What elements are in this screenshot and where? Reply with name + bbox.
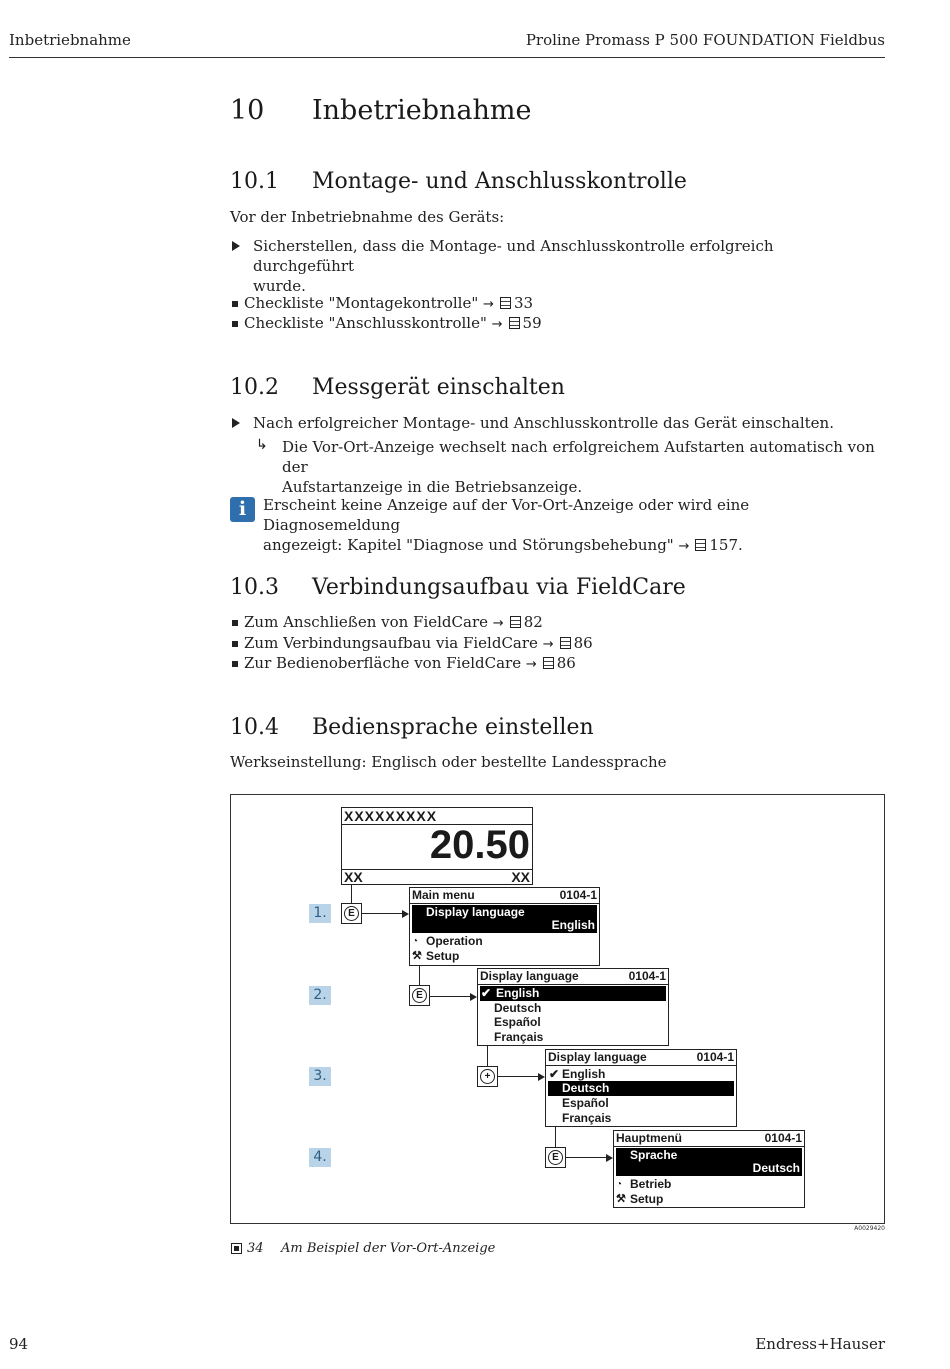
info-note: Erscheint keine Anzeige auf der Vor-Ort-Anzeige oder wird eine Diagnosemeldung angezeigt: Kapitel "Diagnose und Störungsbehebung" → 157.	[263, 496, 750, 554]
connector-line	[487, 1046, 488, 1066]
check-icon: ✔	[481, 986, 492, 1000]
fieldcare-link-1[interactable]: Zum Anschließen von FieldCare → 82	[244, 613, 543, 631]
language-option-english: ✔ English	[480, 986, 666, 1001]
arrow-icon	[538, 1073, 545, 1081]
section-10-1-title: 10.1 Montage- und Anschlusskontrolle	[230, 169, 687, 194]
wrench-icon: ⚒	[412, 950, 422, 962]
info-icon: i	[230, 497, 255, 522]
display-value: 20.50	[429, 823, 530, 867]
display-unit-left: XX	[344, 869, 363, 885]
connector-line	[430, 996, 470, 997]
language-option-espanol: Español	[562, 1096, 609, 1110]
step-4-label: 4.	[309, 1148, 331, 1167]
page-ref-icon	[695, 539, 706, 551]
chapter-title: 10 Inbetriebnahme	[230, 95, 532, 126]
section-10-2-result: Die Vor-Ort-Anzeige wechselt nach erfolgreichem Aufstarten automatisch von der Aufstartanzeige in die Betriebsanzeige.	[282, 438, 875, 496]
checklist-link-1[interactable]: Checkliste "Montagekontrolle" → 33	[244, 294, 534, 312]
running-header-right: Proline Promass P 500 FOUNDATION Fieldbus	[525, 31, 885, 49]
menu-selected-item: Sprache Deutsch	[616, 1148, 802, 1176]
bullet-icon	[232, 620, 238, 626]
figure-icon	[231, 1243, 242, 1254]
connector-line	[498, 1076, 538, 1077]
display-unit-right: XX	[511, 869, 530, 885]
hauptmenu-display: Hauptmenü 0104-1 Sprache Deutsch ◔ Betrieb ⚒ Setup	[613, 1130, 805, 1208]
menu-item-operation: ◔ Operation	[412, 934, 483, 948]
menu-code: 0104-1	[559, 888, 597, 902]
connector-line	[555, 1127, 556, 1147]
plus-key-icon: +	[477, 1066, 498, 1087]
fieldcare-link-3[interactable]: Zur Bedienoberfläche von FieldCare → 86	[244, 654, 576, 672]
section-10-1-step: Sicherstellen, dass die Montage- und Anschlusskontrolle erfolgreich durchgeführt wurde.	[253, 237, 774, 295]
wrench-icon: ⚒	[616, 1193, 626, 1205]
figure-number: 34	[247, 1241, 264, 1256]
arrow-icon	[470, 993, 477, 1001]
section-10-1-intro: Vor der Inbetriebnahme des Geräts:	[230, 208, 505, 226]
check-icon: ✔	[549, 1067, 560, 1081]
section-10-4-title: 10.4 Bediensprache einstellen	[230, 715, 594, 740]
page-ref-icon	[510, 616, 521, 628]
step-1-label: 1.	[309, 904, 331, 923]
page-ref-icon	[509, 317, 520, 329]
section-10-3-title: 10.3 Verbindungsaufbau via FieldCare	[230, 575, 686, 600]
language-option-francais: Français	[562, 1111, 612, 1125]
menu-title: Main menu	[412, 888, 475, 902]
language-option-english: ✔ English	[549, 1067, 606, 1081]
connector-line	[566, 1157, 606, 1158]
bullet-icon	[232, 661, 238, 667]
figure-caption: Am Beispiel der Vor-Ort-Anzeige	[281, 1241, 496, 1256]
language-list-display-1: Display language 0104-1 ✔ English Deutsch Español Français	[477, 968, 669, 1046]
fieldcare-link-2[interactable]: Zum Verbindungsaufbau via FieldCare → 86	[244, 634, 593, 652]
connector-line	[351, 885, 352, 903]
bullet-icon	[232, 641, 238, 647]
action-triangle-icon	[232, 418, 240, 428]
enter-key-icon: E	[409, 985, 430, 1006]
menu-item-setup: ⚒ Setup	[616, 1192, 664, 1206]
menu-item-setup: ⚒ Setup	[412, 949, 460, 963]
language-list-display-2: Display language 0104-1 ✔ English Deutsch Español Français	[545, 1049, 737, 1127]
gauge-icon: ◔	[412, 936, 419, 947]
page-ref-icon	[543, 657, 554, 669]
language-option-espanol: Español	[494, 1015, 541, 1029]
menu-item-betrieb: ◔ Betrieb	[616, 1177, 672, 1191]
section-10-2-title: 10.2 Messgerät einschalten	[230, 375, 565, 400]
running-header-left: Inbetriebnahme	[9, 31, 131, 49]
result-arrow-icon: ↳	[256, 437, 268, 453]
operational-display	[341, 807, 533, 885]
action-triangle-icon	[232, 241, 240, 251]
page-ref-icon	[500, 297, 511, 309]
figure-id: A0029420	[854, 1225, 885, 1232]
section-10-4-intro: Werkseinstellung: Englisch oder bestellte Landessprache	[230, 753, 667, 771]
main-menu-display	[409, 887, 600, 966]
figure-frame	[230, 794, 885, 1224]
arrow-icon	[402, 910, 409, 918]
language-option-francais: Français	[494, 1030, 544, 1044]
brand-footer: Endress+Hauser	[755, 1335, 885, 1353]
display-tag: XXXXXXXXX	[344, 808, 438, 824]
step-3-label: 3.	[309, 1067, 331, 1086]
menu-selected-item: Display language English	[412, 905, 597, 933]
arrow-icon	[606, 1154, 613, 1162]
connector-line	[362, 913, 402, 914]
language-option-deutsch: Deutsch	[548, 1081, 734, 1096]
step-2-label: 2.	[309, 986, 331, 1005]
header-rule	[9, 57, 885, 58]
checklist-link-2[interactable]: Checkliste "Anschlusskontrolle" → 59	[244, 314, 542, 332]
gauge-icon: ◔	[616, 1179, 623, 1190]
page-number: 94	[9, 1335, 29, 1353]
page-ref-icon	[560, 637, 571, 649]
connector-line	[419, 966, 420, 985]
enter-key-icon: E	[545, 1147, 566, 1168]
bullet-icon	[232, 301, 238, 307]
section-10-2-step: Nach erfolgreicher Montage- und Anschlusskontrolle das Gerät einschalten.	[253, 414, 834, 432]
language-option-deutsch: Deutsch	[494, 1001, 542, 1015]
bullet-icon	[232, 321, 238, 327]
enter-key-icon: E	[341, 903, 362, 924]
